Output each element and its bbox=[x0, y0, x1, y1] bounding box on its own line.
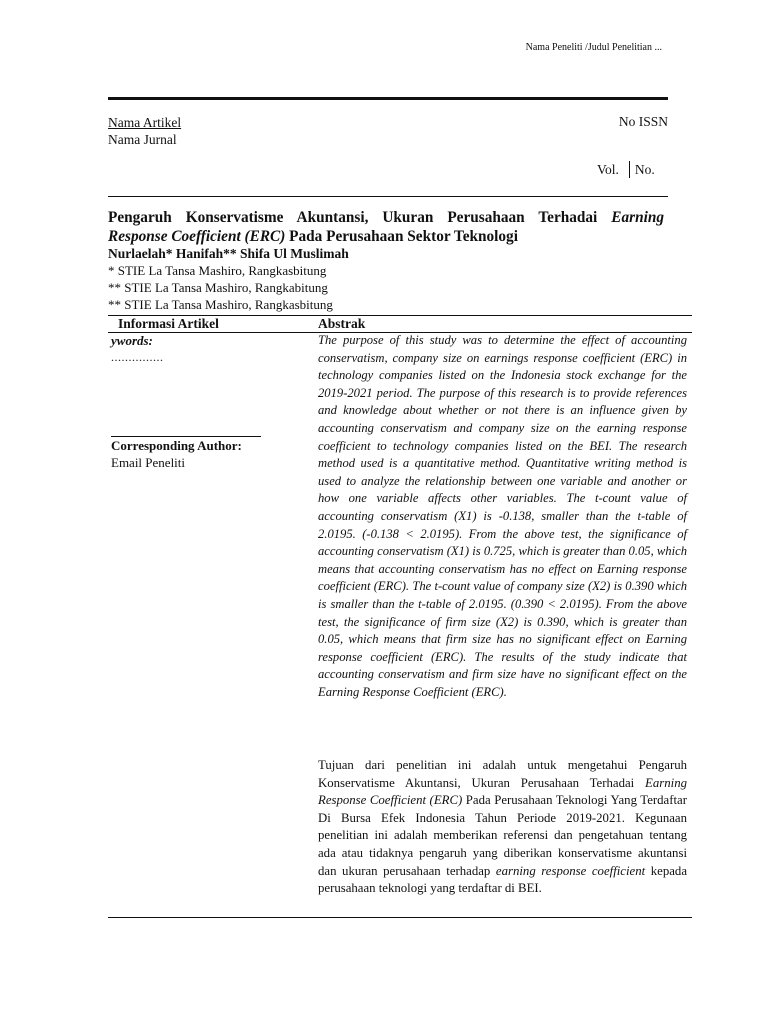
abstract-header: Abstrak bbox=[318, 316, 366, 331]
abstract-english: The purpose of this study was to determine the effect of accounting conservatism, company size on earnings response coefficient (ERC) in technology companies listed on the Indonesia stock exchange for the 2019-2021 period. The purpose of this research is to provide references and knowledge about whether or not there is an influence given by accounting conservatism and company size on the earning response coefficient to technology companies listed on the BEI. The research method used is a quantitative method. Quantitative writing method is used to analyze the relationship between one variable and another or how one variable affects other variables. The t-count value of accounting conservatism (X1) is -0.138, smaller than the t-table of 2.0195. (-0.138 < 2.0195). From the above test, the significance of accounting conservatism (X1) is 0.725, which is greater than 0.05, which means that accounting conservatism has no effect on Earning response coefficient (ERC). The t-count value of company size (X2) is 0.390 which is smaller than the t-table of 2.0195. (0.390 < 2.0195). From the above test, the significance of firm size (X2) is 0.390, which is greater than 0.05, which means that firm size has no significant effect on Earning response coefficient (ERC). The results of the study indicate that accounting conservatism and firm size have no significant effect on the Earning Response Coefficient (ERC). bbox=[318, 333, 687, 699]
abstract-id-part-2: Pada Perusahaan Teknologi Yang Terdaftar Di Bursa Efek Indonesia Tahun Periode 2019-2021. Kegunaan penelitian ini adalah memberikan referensi dan pengetahuan tentang ada atau tidaknya pengaruh yang diberikan konservatisme akuntansi dan ukuran perusahaan terhadap bbox=[318, 793, 687, 878]
corresponding-rule bbox=[111, 436, 261, 437]
article-name: Nama Artikel bbox=[108, 115, 182, 130]
abstract-indonesian bbox=[318, 757, 687, 898]
abstract-id-italic-2: earning response coefficient bbox=[495, 863, 646, 878]
corresponding-author-email: Email Peneliti bbox=[111, 455, 186, 470]
authors: Nurlaelah* Hanifah** Shifa Ul Muslimah bbox=[108, 246, 349, 261]
meta-rule bbox=[108, 196, 668, 197]
keywords-value: ............... bbox=[111, 350, 164, 364]
abstract-id-part-3: kepada perusahaan teknologi yang terdaftar di BEI. bbox=[318, 863, 687, 896]
title-part-2: Pada Perusahaan Sektor Teknologi bbox=[285, 228, 518, 245]
title-italic: Earning Response Coefficient (ERC) bbox=[108, 209, 664, 245]
info-header: Informasi Artikel bbox=[118, 316, 219, 331]
affiliation-1: * STIE La Tansa Mashiro, Rangkasbitung bbox=[108, 263, 327, 278]
journal-meta bbox=[108, 114, 668, 148]
affiliation-2: ** STIE La Tansa Mashiro, Rangkabitung bbox=[108, 280, 328, 295]
abstract-id-part-1: Tujuan dari penelitian ini adalah untuk mengetahui Pengaruh Konservatisme Akuntansi, Ukuran Perusahaan Terhadai bbox=[318, 758, 687, 790]
number-label: No. bbox=[634, 161, 655, 177]
journal-name: Nama Jurnal bbox=[108, 132, 177, 147]
table-bottom-rule bbox=[108, 917, 692, 918]
keywords-label: ywords: bbox=[111, 333, 153, 348]
affiliation-3: ** STIE La Tansa Mashiro, Rangkasbitung bbox=[108, 297, 333, 312]
paper-title bbox=[108, 208, 664, 246]
issn: No ISSN bbox=[618, 114, 668, 129]
volume-number bbox=[597, 161, 655, 178]
header-rule bbox=[108, 97, 668, 100]
corresponding-author-label: Corresponding Author: bbox=[111, 438, 242, 453]
title-part-1: Pengaruh Konservatisme Akuntansi, Ukuran Perusahaan Terhadai bbox=[108, 209, 612, 226]
affiliations bbox=[108, 262, 333, 313]
running-head: Nama Peneliti /Judul Penelitian ... bbox=[525, 42, 662, 53]
abstract-id-italic-1: Earning Response Coefficient (ERC) bbox=[318, 775, 687, 808]
volume-separator bbox=[629, 161, 630, 178]
volume-label: Vol. bbox=[597, 161, 619, 177]
